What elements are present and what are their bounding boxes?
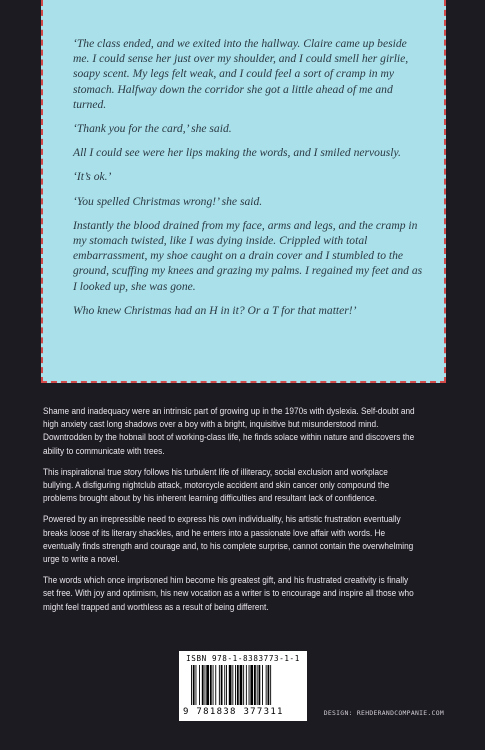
- design-credit: DESIGN: REHDERANDCOMPANIE.COM: [323, 709, 444, 717]
- barcode-bar: [243, 665, 244, 705]
- isbn-label: ISBN 978-1-8383773-1-1: [186, 654, 300, 663]
- barcode-bar: [262, 665, 263, 705]
- quote-panel: [41, 0, 446, 383]
- barcode-bar: [266, 665, 267, 705]
- isbn-barcode: [179, 651, 307, 721]
- barcode-bar: [249, 665, 250, 705]
- barcode-bar: [270, 665, 271, 705]
- barcode-bar: [229, 665, 232, 705]
- quote-paragraph: Who knew Christmas had an H in it? Or a T for that matter!’: [73, 303, 357, 317]
- barcode-bar: [224, 665, 225, 705]
- barcode-bar: [232, 665, 233, 705]
- barcode-bar: [191, 665, 192, 705]
- barcode-bar: [254, 665, 256, 705]
- barcode-bar: [246, 665, 247, 705]
- barcode-bar: [193, 665, 195, 705]
- quote-paragraph: ‘You spelled Christmas wrong!’ she said.: [73, 194, 263, 208]
- barcode-bar: [202, 665, 204, 705]
- barcode-bar: [215, 665, 216, 705]
- barcode-bar: [259, 665, 261, 705]
- barcode-digits: 9 781838 377311: [183, 707, 284, 717]
- barcode-bar: [235, 665, 236, 705]
- barcode-bar: [196, 665, 197, 705]
- barcode-bar: [240, 665, 243, 705]
- barcode-bar: [199, 665, 200, 705]
- barcode-bar: [268, 665, 270, 705]
- quote-paragraph: ‘Thank you for the card,’ she said.: [73, 122, 232, 136]
- blurb-paragraph: This inspirational true story follows his turbulent life of illiteracy, social exclusion and workplace bullying. A disfiguring nightclub attack, motorcycle accident and skin cancer only compound the problems brought about by his inherent learning difficulties and resultant lack of confidence.: [43, 466, 390, 504]
- barcode-bar: [206, 665, 209, 705]
- quote-paragraph: Instantly the blood drained from my face, arms and legs, and the cramp in my stomach twisted, like I was dying inside. Crippled with total embarrassment, my shoe caught on a drain cover and I stumbled to the ground, scuffing my knees and grazing my palms. I regained my feet and as I looked up, she was gone.: [73, 218, 423, 293]
- barcode-bars: [191, 665, 299, 705]
- blurb-paragraph: The words which once imprisoned him become his greatest gift, and his frustrated creativity is finally set free. With joy and optimism, his new vocation as a writer is to encourage and inspire all those who might feel trapped and worthless as a result of being different.: [43, 575, 414, 612]
- book-blurb: [43, 405, 416, 622]
- barcode-bar: [226, 665, 227, 705]
- barcode-bar: [237, 665, 239, 705]
- excerpt-quote: [73, 36, 423, 327]
- quote-paragraph: All I could see were her lips making the words, and I smiled nervously.: [73, 146, 401, 160]
- blurb-paragraph: Powered by an irrepressible need to express his own individuality, his artistic frustration eventually breaks loose of its literary shackles, and he enters into a passionate love affair with words. He eventually finds strength and courage and, to his complete surprise, cannot contain the overwhelming urge to write a novel.: [43, 514, 414, 565]
- barcode-bar: [210, 665, 212, 705]
- barcode-bar: [221, 665, 223, 705]
- barcode-bar: [213, 665, 214, 705]
- barcode-bar: [219, 665, 220, 705]
- barcode-bar: [205, 665, 206, 705]
- barcode-bar: [250, 665, 253, 705]
- quote-paragraph: ‘It’s ok.’: [73, 170, 112, 184]
- quote-paragraph: ‘The class ended, and we exited into the hallway. Claire came up beside me. I could sense her just over my shoulder, and I could smell her girlie, soapy scent. My legs felt weak, and I could feel a sort of cramp in my stomach. Halfway down the corridor she got a little ahead of me and turned.: [73, 37, 409, 111]
- barcode-bar: [257, 665, 258, 705]
- blurb-paragraph: Shame and inadequacy were an intrinsic part of growing up in the 1970s with dyslexia. Self-doubt and high anxiety cast long shadows over a boy with a bright, inquisitive but misunderstood mind. Downtrodden by the hobnail boot of working-class life, he finds solace within nature and discovers the ability to communicate with trees.: [43, 406, 415, 456]
